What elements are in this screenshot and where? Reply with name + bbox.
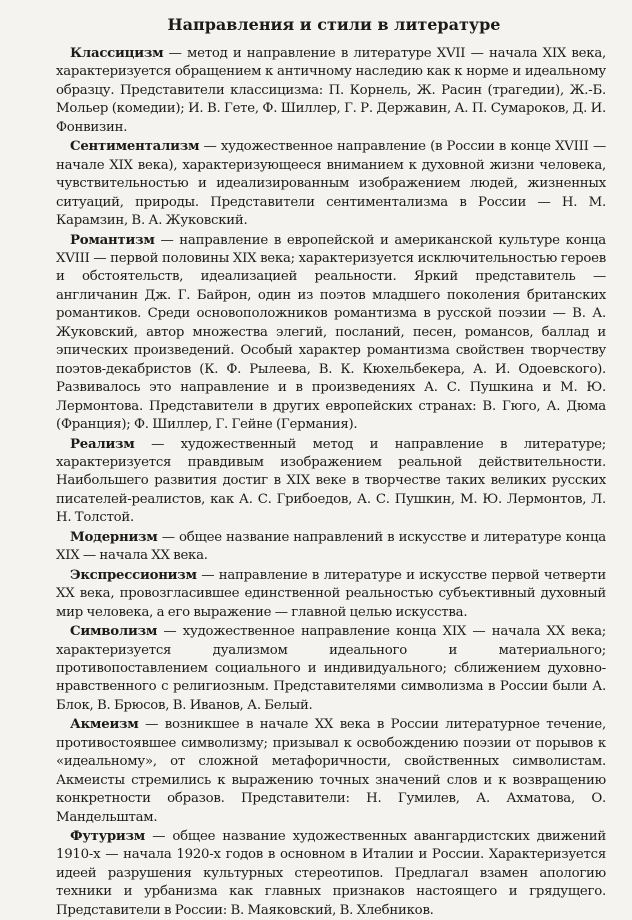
entry-term: Экспрессионизм	[70, 567, 197, 583]
entry-definition: — направление в литературе и искусстве первой четверти XX века, провозгласившее единственной реальностью субъективный духовный мир человека, а его выражение — главной целью искусства.	[56, 567, 606, 620]
entry-term: Романтизм	[70, 232, 155, 248]
entry-paragraph	[56, 567, 606, 622]
entry-acmeism	[56, 716, 606, 827]
entry-term: Сентиментализм	[70, 139, 200, 155]
entry-definition: — общее название художественных авангардистских движений 1910-х — начала 1920-х годов в основном в Италии и России. Характеризуется идеей разрушения культурных стереотипов. Предлагал взамен апологию техники и урбанизма как главных признаков настоящего и грядущего. Представители в России: В. Маяковский, В. Хлебников.	[56, 829, 606, 918]
entry-realism	[56, 436, 606, 528]
entry-definition: — художественное направление (в России в конце XVIII — начале XIX века), характеризующееся вниманием к духовной жизни человека, чувствительностью и идеализированным изображением людей, жизненных ситуаций, природы. Представители сентиментализма в России — Н. М. Карамзин, В. А. Жуковский.	[56, 139, 606, 229]
entry-definition: — художественное направление конца XIX — начала XX века; характеризуется дуализмом идеального и материального; противопоставлением социального и индивидуального; сближением духовно-нравственного с религиозным. Представителями символизма в России были А. Блок, В. Брюсов, В. Иванов, А. Белый.	[56, 624, 606, 713]
entry-definition: — возникшее в начале XX века в России литературное течение, противостоявшее символизму; призывал к освобождению поэзии от порывов к «идеальному», от сложной метафоричности, свойственных символистам. Акмеисты стремились к выражению точных значений слов и к возвращению конкретности образов. Представители: Н. Гумилев, А. Ахматова, О. Мандельштам.	[56, 717, 606, 825]
page-title: Направления и стили в литературе	[167, 15, 501, 34]
entry-paragraph	[56, 232, 606, 435]
entry-definition: — художественный метод и направление в литературе; характеризуется правдивым изображением реальной действительности. Наибольшего развития достиг в XIX веке в творчестве таких великих русских писателей-реалистов, как А. С. Грибоедов, А. С. Пушкин, М. Ю. Лермонтов, Л. Н. Толстой.	[56, 436, 606, 526]
entry-definition: — общее название направлений в искусстве и литературе конца XIX — начала XX века.	[56, 529, 606, 564]
entry-term: Классицизм	[70, 46, 164, 61]
entry-term: Акмеизм	[70, 717, 139, 733]
entry-expressionism	[56, 567, 606, 622]
entry-futurism	[56, 828, 606, 920]
entry-classicism	[56, 45, 606, 137]
entry-sentimentalism	[56, 138, 606, 230]
entry-definition: — направление в европейской и американской культуре конца XVIII — первой половины XIX века; характеризуется исключительностью героев и обстоятельств, идеализацией реальности. Яркий представитель — англичанин Дж. Г. Байрон, один из поэтов младшего поколения британских романтиков. Среди основоположников романтизма в русской поэзии — В. А. Жуковский, автор множества элегий, посланий, песен, романсов, баллад и эпических произведений. Особый характер романтизма свойствен творчеству поэтов-декабристов (К. Ф. Рылеева, В. К. Кюхельбекера, А. И. Одоевского). Развивалось это направление и в произведениях А. С. Пушкина и М. Ю. Лермонтова. Представители в других европейских странах: В. Гюго, А. Дюма (Франция); Ф. Шиллер, Г. Гейне (Германия).	[56, 232, 606, 433]
entry-term: Реализм	[70, 436, 135, 452]
entry-symbolism	[56, 623, 606, 715]
entry-term: Модернизм	[70, 529, 158, 545]
entry-definition: — метод и направление в литературе XVII — начала XIX века, характеризуется обращением к античному наследию как к норме и идеальному образцу. Представители классицизма: П. Корнель, Ж. Расин (трагедии), Ж.-Б. Мольер (комедии); И. В. Гете, Ф. Шиллер, Г. Р. Державин, А. П. Сумароков, Д. И. Фонвизин.	[56, 46, 606, 135]
entry-term: Футуризм	[70, 829, 146, 845]
entry-paragraph	[56, 436, 606, 528]
entry-paragraph	[56, 716, 606, 827]
entry-term: Символизм	[70, 624, 158, 640]
entry-paragraph	[56, 828, 606, 920]
entry-paragraph	[56, 623, 606, 715]
entry-romanticism	[56, 232, 606, 435]
entry-paragraph	[56, 45, 606, 137]
entry-modernism	[56, 529, 606, 566]
entry-paragraph	[56, 138, 606, 230]
entry-paragraph	[56, 529, 606, 566]
